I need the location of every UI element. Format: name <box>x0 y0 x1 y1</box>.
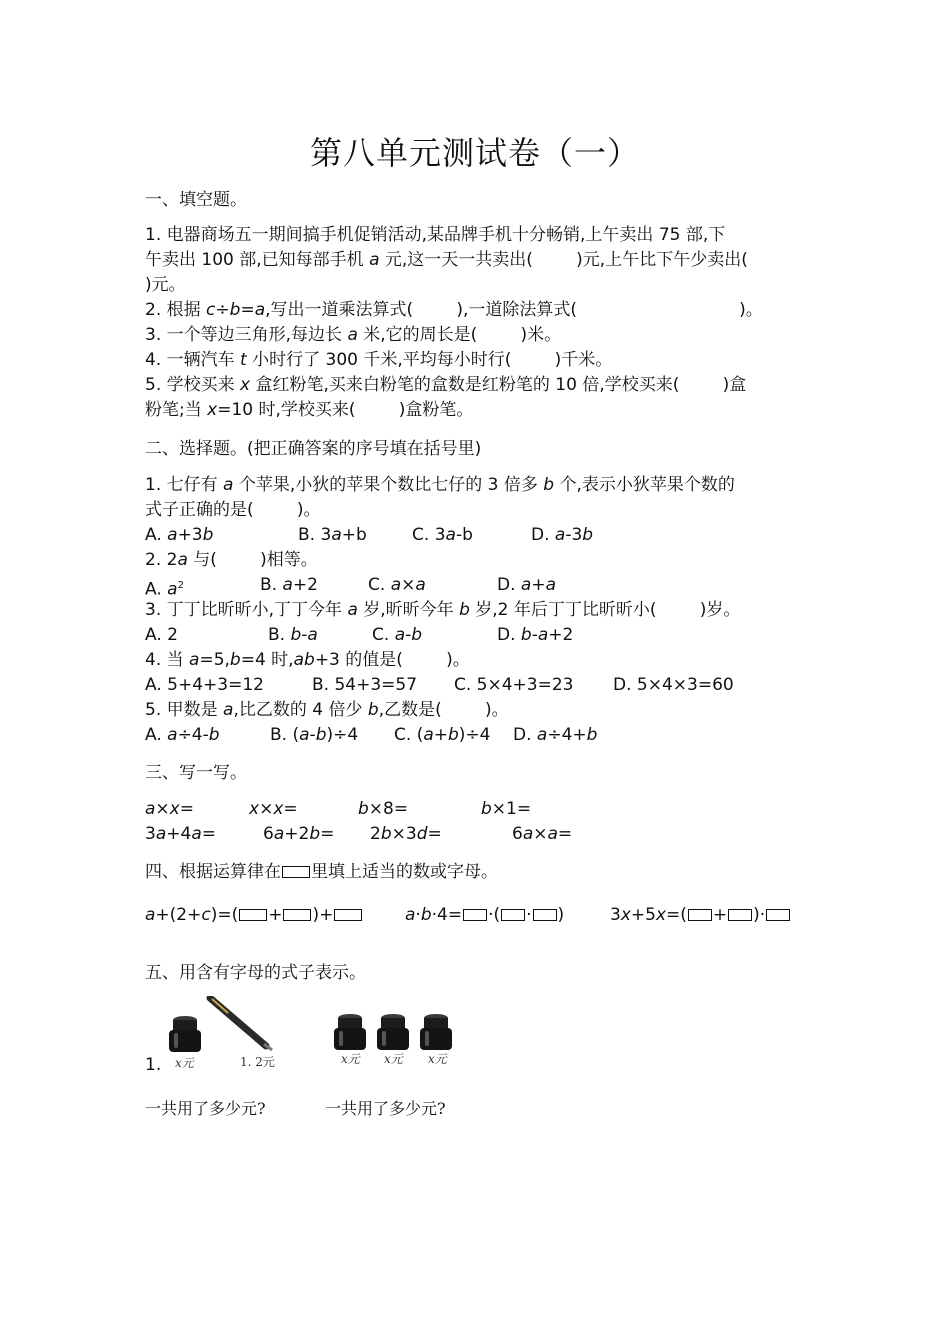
q1-2: 2. 根据 c÷b=a,写出一道乘法算式( ),一道除法算式( )。 <box>145 300 763 320</box>
blank-box[interactable] <box>688 909 712 921</box>
ink-price-label: x元 <box>384 1052 403 1066</box>
q1-3: 3. 一个等边三角形,每边长 a 米,它的周长是( )米。 <box>145 325 562 345</box>
write-item: 3a+4a= <box>145 824 216 844</box>
q2-2: 2. 2a 与( )相等。 <box>145 550 318 570</box>
q2-3-option-d: D. b-a+2 <box>497 625 574 645</box>
write-item: x×x= <box>249 799 298 819</box>
write-item: 6a×a= <box>512 824 573 844</box>
q2-2-option-c: C. a×a <box>368 575 426 595</box>
law-expression-2: a·b·4= ·( · ) <box>405 905 565 925</box>
pen-price-label: 1. 2元 <box>240 1055 275 1069</box>
q1-5-line2: 粉笔;当 x=10 时,学校买来( )盒粉笔。 <box>145 400 474 420</box>
ink-price-label: x元 <box>428 1052 447 1066</box>
section-2-heading: 二、选择题。(把正确答案的序号填在括号里) <box>145 439 482 459</box>
law-expression-3: 3x+5x=( + )· <box>610 903 791 928</box>
write-item: 2b×3d= <box>370 824 442 844</box>
q2-1-line2: 式子正确的是( )。 <box>145 500 321 520</box>
q2-2-option-a: A. $a^2$ <box>145 579 184 600</box>
q2-1-option-b: B. 3a+b <box>298 525 367 545</box>
q5-1-number: 1. <box>145 1055 162 1075</box>
page-title: 第八单元测试卷（一） <box>309 134 640 172</box>
ink-price-label: x元 <box>341 1052 360 1066</box>
q2-3-option-c: C. a-b <box>372 625 423 645</box>
q1-1-line1: 1. 电器商场五一期间搞手机促销活动,某品牌手机十分畅销,上午卖出 75 部,下 <box>145 225 726 245</box>
q1-1-line3: )元。 <box>145 275 186 295</box>
blank-box[interactable] <box>766 909 790 921</box>
q2-4-option-c: C. 5×4+3=23 <box>454 675 574 695</box>
section-5-heading: 五、用含有字母的式子表示。 <box>145 963 366 983</box>
ink-bottle-icon <box>373 1010 413 1052</box>
q2-4-option-b: B. 54+3=57 <box>312 675 418 695</box>
q5-left-question: 一共用了多少元? <box>145 1099 266 1118</box>
ink-price-label: x元 <box>175 1056 194 1070</box>
q2-3-option-a: A. 2 <box>145 625 178 645</box>
blank-box <box>282 866 310 878</box>
pen-icon <box>206 996 276 1052</box>
section-3-heading: 三、写一写。 <box>145 763 247 783</box>
q1-1-line2: 午卖出 100 部,已知每部手机 a 元,这一天一共卖出( )元,上午比下午少卖出( <box>145 250 748 270</box>
blank-box[interactable] <box>728 909 752 921</box>
blank-box[interactable] <box>463 909 487 921</box>
q2-1-option-d: D. a-3b <box>531 525 594 545</box>
q2-1-option-c: C. 3a-b <box>412 525 473 545</box>
q2-2-option-b: B. a+2 <box>260 575 318 595</box>
q2-4: 4. 当 a=5,b=4 时,ab+3 的值是( )。 <box>145 650 470 670</box>
q2-4-option-a: A. 5+4+3=12 <box>145 675 264 695</box>
section-1-heading: 一、填空题。 <box>145 190 247 210</box>
q2-4-option-d: D. 5×4×3=60 <box>613 675 734 695</box>
q2-2-option-d: D. a+a <box>497 575 556 595</box>
q2-5-option-a: A. a÷4-b <box>145 725 220 745</box>
q2-5-option-d: D. a÷4+b <box>513 725 598 745</box>
law-expression-1: a+(2+c)=( + )+ <box>145 903 363 928</box>
write-item: 6a+2b= <box>263 824 335 844</box>
q2-3: 3. 丁丁比昕昕小,丁丁今年 a 岁,昕昕今年 b 岁,2 年后丁丁比昕昕小( )岁。 <box>145 600 741 620</box>
write-item: b×1= <box>481 799 532 819</box>
q2-5: 5. 甲数是 a,比乙数的 4 倍少 b,乙数是( )。 <box>145 700 509 720</box>
q2-3-option-b: B. b-a <box>268 625 318 645</box>
q5-right-question: 一共用了多少元? <box>325 1099 446 1118</box>
ink-bottle-icon <box>330 1010 370 1052</box>
q2-1-option-a: A. a+3b <box>145 525 214 545</box>
section-4-heading: 四、根据运算律在 里填上适当的数或字母。 <box>145 862 498 882</box>
blank-box[interactable] <box>501 909 525 921</box>
blank-box[interactable] <box>283 909 311 921</box>
ink-bottle-icon <box>416 1010 456 1052</box>
q1-5-line1: 5. 学校买来 x 盒红粉笔,买来白粉笔的盒数是红粉笔的 10 倍,学校买来( )盒 <box>145 375 747 395</box>
q1-4: 4. 一辆汽车 t 小时行了 300 千米,平均每小时行( )千米。 <box>145 350 613 370</box>
blank-box[interactable] <box>533 909 557 921</box>
write-item: b×8= <box>358 799 409 819</box>
blank-box[interactable] <box>239 909 267 921</box>
blank-box[interactable] <box>334 909 362 921</box>
ink-bottle-icon <box>165 1012 205 1054</box>
write-item: a×x= <box>145 799 194 819</box>
q2-1-line1: 1. 七仔有 a 个苹果,小狄的苹果个数比七仔的 3 倍多 b 个,表示小狄苹果个数的 <box>145 475 735 495</box>
q2-5-option-b: B. (a-b)÷4 <box>270 725 359 745</box>
q2-5-option-c: C. (a+b)÷4 <box>394 725 491 745</box>
